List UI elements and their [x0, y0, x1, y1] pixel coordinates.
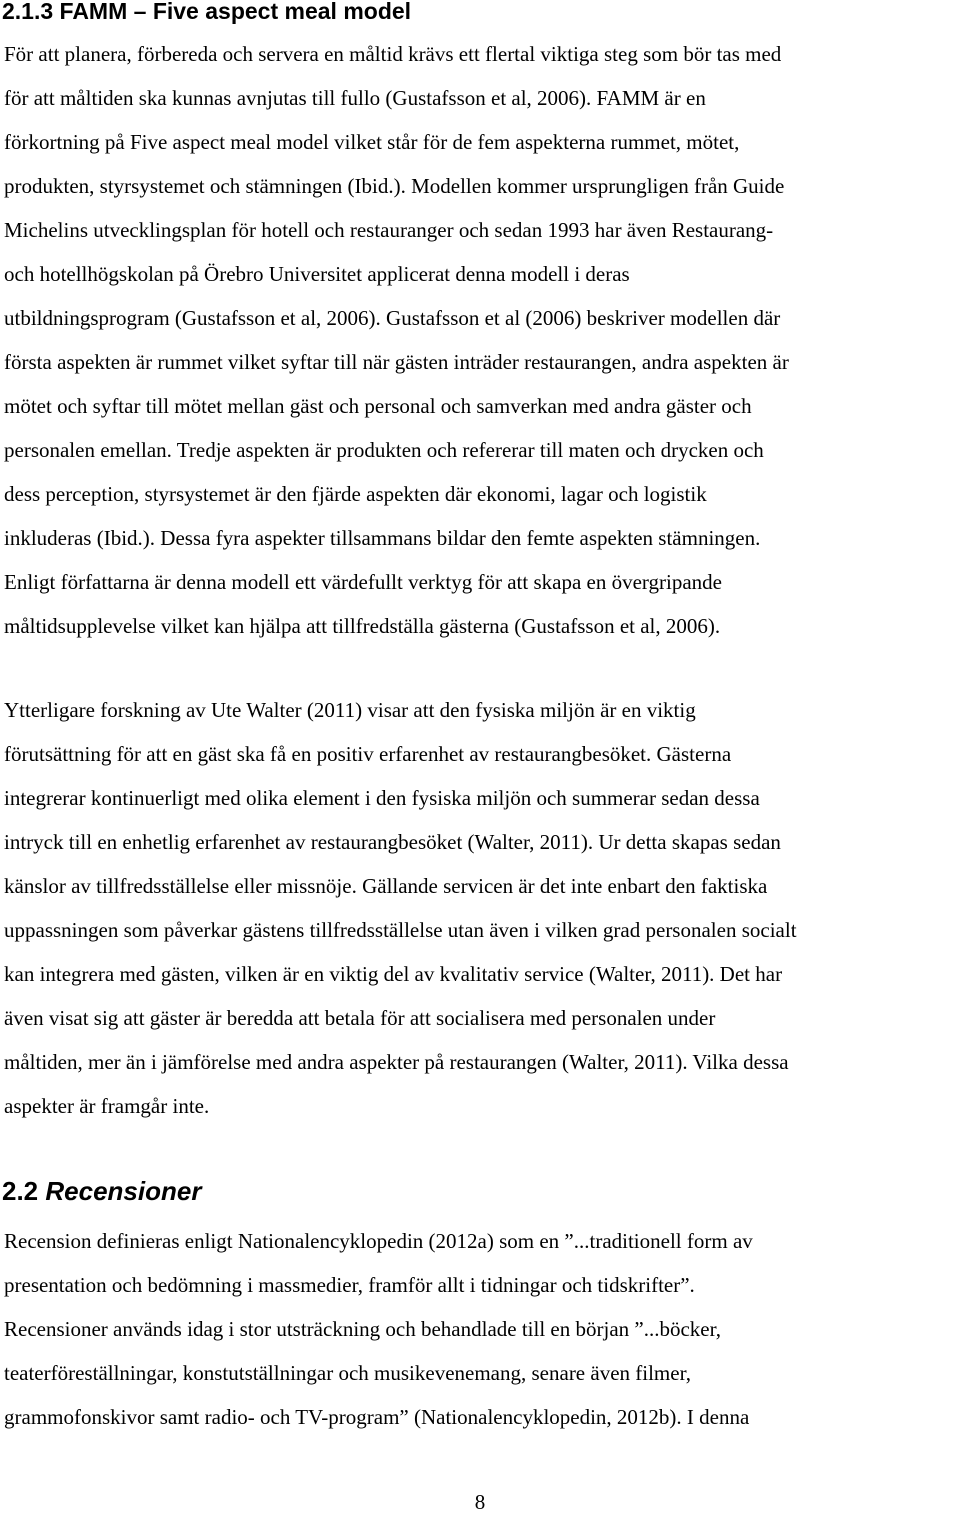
section-number: 2.1.3	[2, 0, 54, 24]
text-line: första aspekten är rummet vilket syftar till när gästen inträder restaurangen, andra aspekten är	[4, 350, 789, 374]
text-line: måltiden, mer än i jämförelse med andra aspekter på restaurangen (Walter, 2011). Vilka dessa	[4, 1050, 789, 1074]
text-line: intryck till en enhetlig erfarenhet av restaurangbesöket (Walter, 2011). Ur detta skapas sedan	[4, 830, 781, 854]
text-line: mötet och syftar till mötet mellan gäst och personal och samverkan med andra gäster och	[4, 394, 752, 418]
paragraph-walter	[4, 688, 960, 1128]
paragraph-recensioner	[4, 1219, 960, 1439]
text-line: personalen emellan. Tredje aspekten är produkten och refererar till maten och drycken och	[4, 438, 764, 462]
text-line: teaterföreställningar, konstutställningar och musikevenemang, senare även filmer,	[4, 1361, 691, 1385]
section-title: Recensioner	[45, 1176, 202, 1206]
text-line: produkten, styrsystemet och stämningen (Ibid.). Modellen kommer ursprungligen från Guide	[4, 174, 785, 198]
text-line: för att måltiden ska kunnas avnjutas till fullo (Gustafsson et al, 2006). FAMM är en	[4, 86, 706, 110]
paragraph-famm	[4, 32, 960, 648]
section-heading-2-2	[2, 1174, 201, 1208]
text-line: och hotellhögskolan på Örebro Universitet applicerat denna modell i deras	[4, 262, 630, 286]
text-line: inkluderas (Ibid.). Dessa fyra aspekter tillsammans bildar den femte aspekten stämningen.	[4, 526, 761, 550]
page-number: 8	[474, 1490, 486, 1514]
text-line: Enligt författarna är denna modell ett värdefullt verktyg för att skapa en övergripande	[4, 570, 722, 594]
text-line: presentation och bedömning i massmedier, framför allt i tidningar och tidskrifter”.	[4, 1273, 695, 1297]
text-line: aspekter är framgår inte.	[4, 1094, 210, 1118]
section-number: 2.2	[2, 1176, 39, 1206]
text-line: grammofonskivor samt radio- och TV-program” (Nationalencyklopedin, 2012b). I denna	[4, 1405, 750, 1429]
text-line: dess perception, styrsystemet är den fjärde aspekten där ekonomi, lagar och logistik	[4, 482, 707, 506]
text-line: integrerar kontinuerligt med olika element i den fysiska miljön och summerar sedan dessa	[4, 786, 760, 810]
text-line: förkortning på Five aspect meal model vilket står för de fem aspekterna rummet, mötet,	[4, 130, 740, 154]
text-line: även visat sig att gäster är beredda att betala för att socialisera med personalen under	[4, 1006, 716, 1030]
text-line: känslor av tillfredsställelse eller missnöje. Gällande servicen är det inte enbart den faktiska	[4, 874, 768, 898]
text-line: Ytterligare forskning av Ute Walter (2011) visar att den fysiska miljön är en viktig	[4, 698, 696, 722]
text-line: kan integrera med gästen, vilken är en viktig del av kvalitativ service (Walter, 2011). Det har	[4, 962, 783, 986]
text-line: Recensioner används idag i stor utsträckning och behandlade till en början ”...böcker,	[4, 1317, 722, 1341]
text-line: förutsättning för att en gäst ska få en positiv erfarenhet av restaurangbesöket. Gästerna	[4, 742, 732, 766]
text-line: utbildningsprogram (Gustafsson et al, 2006). Gustafsson et al (2006) beskriver modellen där	[4, 306, 781, 330]
text-line: uppassningen som påverkar gästens tillfredsställelse utan även i vilken grad personalen socialt	[4, 918, 797, 942]
section-title: FAMM – Five aspect meal model	[59, 0, 412, 24]
text-line: måltidsupplevelse vilket kan hjälpa att tillfredställa gästerna (Gustafsson et al, 2006).	[4, 614, 721, 638]
text-line: För att planera, förbereda och servera en måltid krävs ett flertal viktiga steg som bör tas med	[4, 42, 782, 66]
section-heading-2-1-3	[2, 0, 411, 26]
text-line: Michelins utvecklingsplan för hotell och restauranger och sedan 1993 har även Restaurang-	[4, 218, 774, 242]
text-line: Recension definieras enligt Nationalencyklopedin (2012a) som en ”...traditionell form av	[4, 1229, 753, 1253]
